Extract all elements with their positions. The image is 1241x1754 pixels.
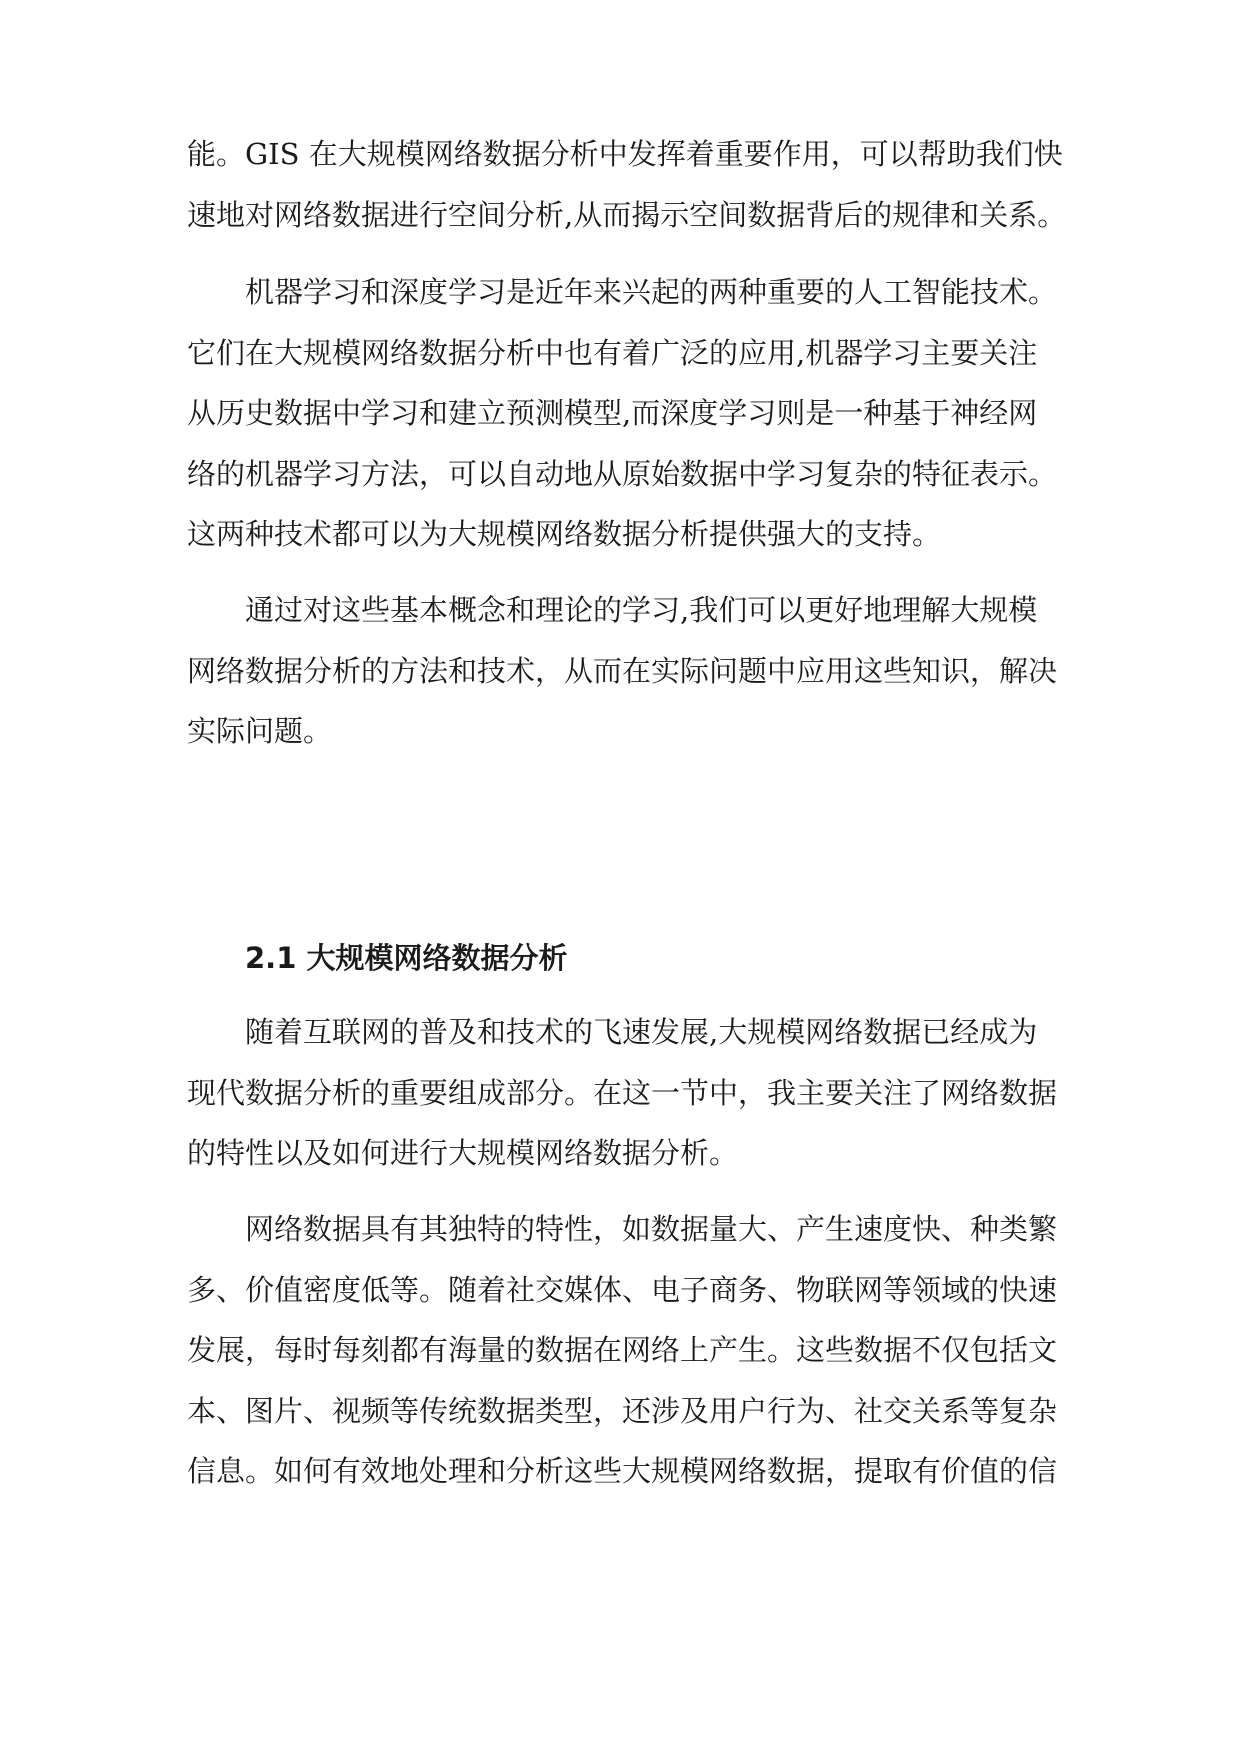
paragraph-network-data-characteristics <box>187 1199 1057 1502</box>
paragraph-line: 网络数据分析的方法和技术，从而在实际问题中应用这些知识，解决 <box>187 653 1058 688</box>
section-heading: 2.1 大规模网络数据分析 <box>245 941 568 975</box>
paragraph-line: 实际问题。 <box>187 714 333 748</box>
paragraph-line: 能。GIS 在大规模网络数据分析中发挥着重要作用，可以帮助我们快 <box>187 137 1063 171</box>
paragraph-line: 从历史数据中学习和建立预测模型,而深度学习则是一种基于神经网 <box>187 396 1038 430</box>
paragraph-gis-continued <box>187 124 1067 245</box>
paragraph-machine-learning <box>187 262 1057 565</box>
paragraph-line: 多、价值密度低等。随着社交媒体、电子商务、物联网等领域的快速 <box>187 1272 1058 1307</box>
paragraph-line: 速地对网络数据进行空间分析,从而揭示空间数据背后的规律和关系。 <box>187 197 1067 232</box>
paragraph-line: 通过对这些基本概念和理论的学习,我们可以更好地理解大规模 <box>245 593 1038 627</box>
paragraph-line: 网络数据具有其独特的特性，如数据量大、产生速度快、种类繁 <box>245 1212 1058 1246</box>
paragraph-network-data-intro <box>187 1002 1057 1184</box>
paragraph-line: 的特性以及如何进行大规模网络数据分析。 <box>187 1136 739 1170</box>
paragraph-line: 机器学习和深度学习是近年来兴起的两种重要的人工智能技术。 <box>245 275 1058 309</box>
paragraph-line: 本、图片、视频等传统数据类型，还涉及用户行为、社交关系等复杂 <box>187 1393 1058 1428</box>
paragraph-line: 它们在大规模网络数据分析中也有着广泛的应用,机器学习主要关注 <box>187 335 1038 370</box>
paragraph-line: 发展，每时每刻都有海量的数据在网络上产生。这些数据不仅包括文 <box>187 1333 1058 1367</box>
paragraph-line: 络的机器学习方法，可以自动地从原始数据中学习复杂的特征表示。 <box>187 456 1058 491</box>
paragraph-line: 现代数据分析的重要组成部分。在这一节中，我主要关注了网络数据 <box>187 1075 1058 1110</box>
paragraph-summary <box>187 580 1057 762</box>
paragraph-line: 随着互联网的普及和技术的飞速发展,大规模网络数据已经成为 <box>245 1015 1038 1049</box>
paragraph-line: 信息。如何有效地处理和分析这些大规模网络数据，提取有价值的信 <box>187 1454 1058 1488</box>
paragraph-line: 这两种技术都可以为大规模网络数据分析提供强大的支持。 <box>187 517 942 551</box>
